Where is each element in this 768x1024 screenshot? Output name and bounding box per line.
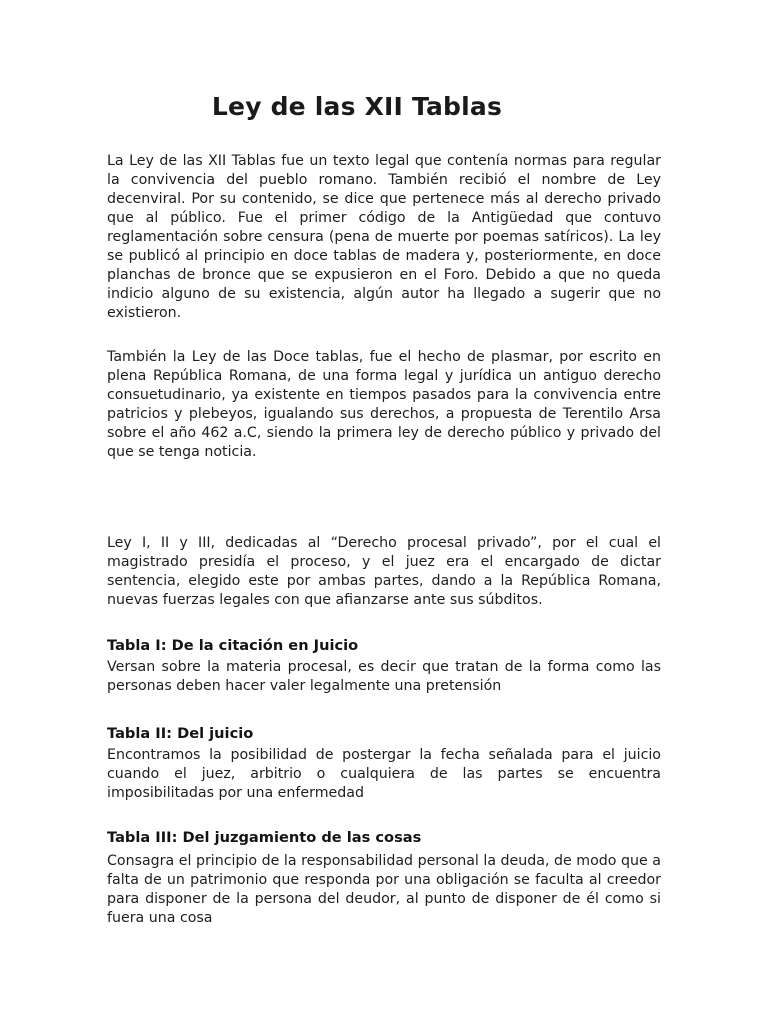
intro-paragraph: La Ley de las XII Tablas fue un texto legal que contenía normas para regular la convivencia del pueblo romano. También recibió el nombre de Ley decenviral. Por su contenido, se dice que pertenece más al derecho privado que al público. Fue el primer código de la Antigüedad que contuvo reglamentación sobre censura (pena de muerte por poemas satíricos). La ley se publicó al principio en doce tablas de madera y, posteriormente, en doce planchas de bronce que se expusieron en el Foro. Debido a que no queda indicio alguno de su existencia, algún autor ha llegado a sugerir que no existieron. [107,153,661,321]
section-heading-tabla-i: Tabla I: De la citación en Juicio [107,637,359,654]
section-body-tabla-ii: Encontramos la posibilidad de postergar la fecha señalada para el juicio cuando el juez, arbitrio o cualquiera de las partes se encuentra imposibilitadas por una enfermedad [107,747,661,801]
section-heading-tabla-iii: Tabla III: Del juzgamiento de las cosas [107,829,422,846]
section-body-tabla-iii: Consagra el principio de la responsabilidad personal la deuda, de modo que a falta de un patrimonio que responda por una obligación se faculta al creedor para disponer de la persona del deudor, al punto de disponer de él como si fuera una cosa [107,853,661,926]
document-title: Ley de las XII Tablas [211,92,503,121]
section-body-tabla-i: Versan sobre la materia procesal, es decir que tratan de la forma como las personas deben hacer valer legalmente una pretensión [107,659,661,694]
third-paragraph: Ley I, II y III, dedicadas al “Derecho procesal privado”, por el cual el magistrado presidía el proceso, y el juez era el encargado de dictar sentencia, elegido este por ambas partes, dando a la República Romana, nuevas fuerzas legales con que afianzarse ante sus súbditos. [107,535,661,608]
section-heading-tabla-ii: Tabla II: Del juicio [107,725,254,742]
second-paragraph: También la Ley de las Doce tablas, fue el hecho de plasmar, por escrito en plena República Romana, de una forma legal y jurídica un antiguo derecho consuetudinario, ya existente en tiempos pasados para la convivencia entre patricios y plebeyos, igualando sus derechos, a propuesta de Terentilo Arsa sobre el año 462 a.C, siendo la primera ley de derecho público y privado del que se tenga noticia. [107,349,661,460]
